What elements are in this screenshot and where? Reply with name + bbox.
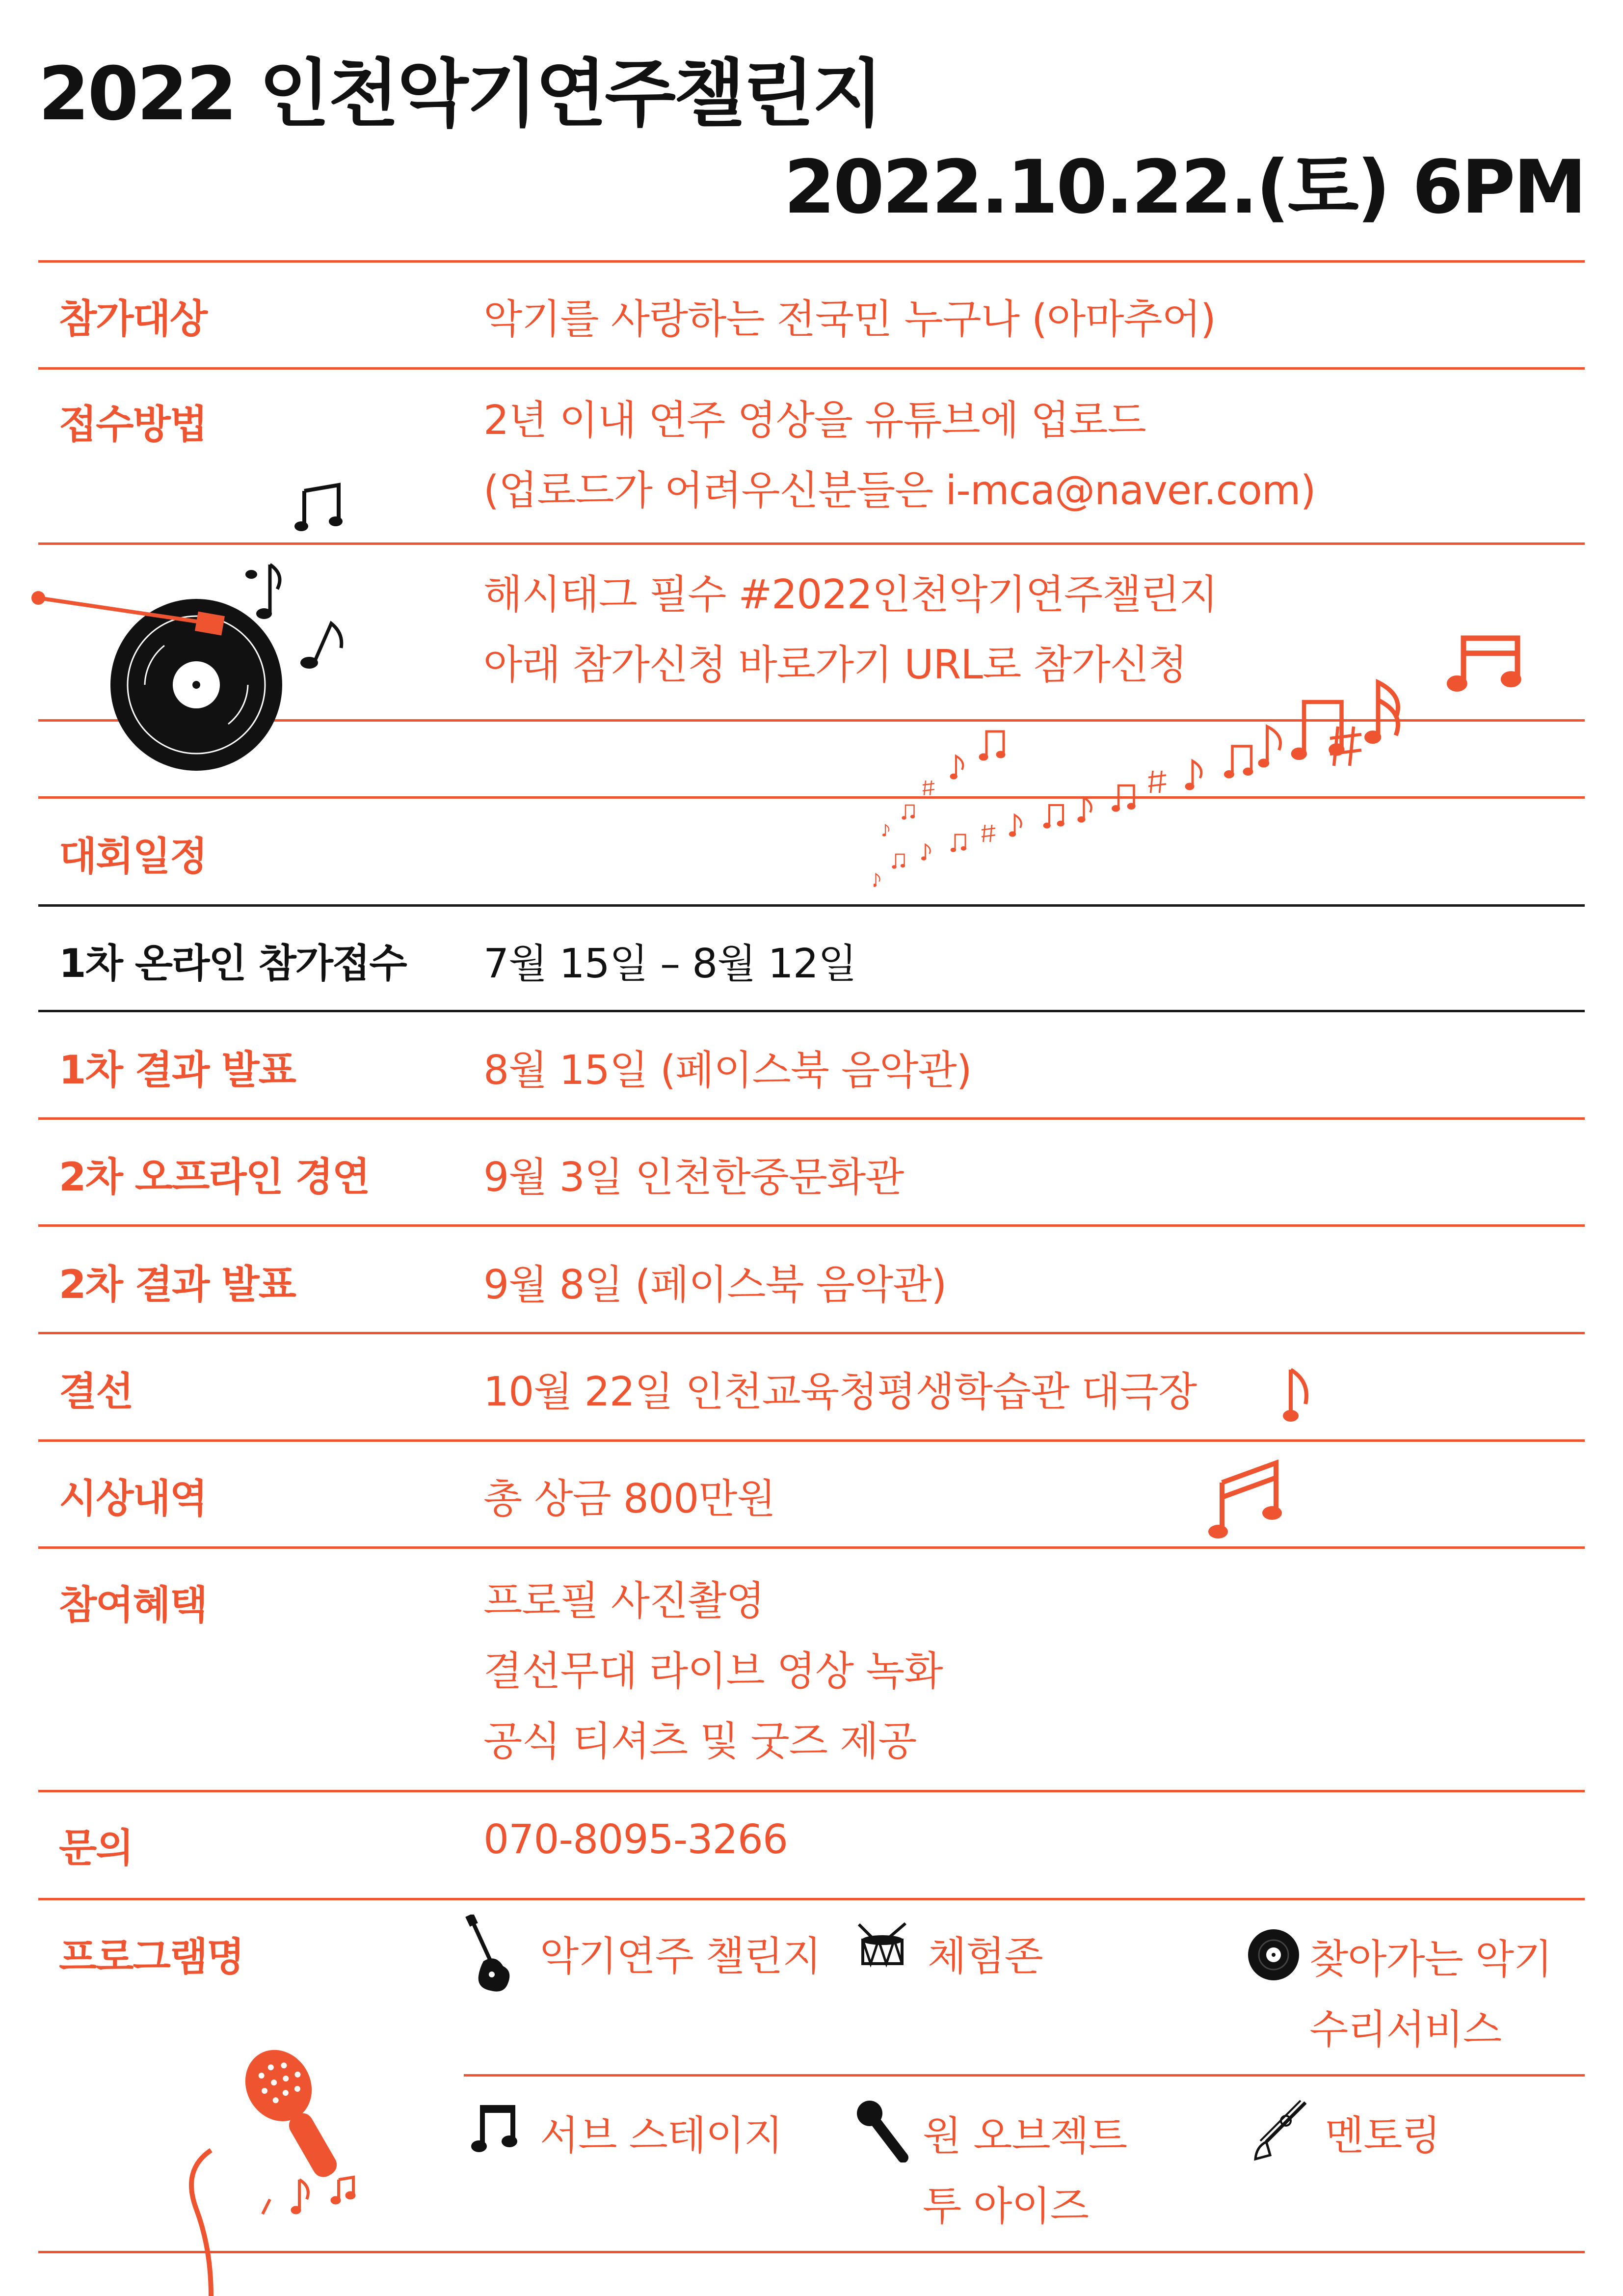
program-label-mentoring: 멘토링 xyxy=(1325,2112,1440,2159)
method-line-1: 2년 이내 연주 영상을 유튜브에 업로드 xyxy=(483,397,1146,444)
contact-value: 070-8095-3266 xyxy=(483,1816,788,1863)
divider xyxy=(38,1010,1585,1012)
method-line-2: (업로드가 어려우신분들은 i-mca@naver.com) xyxy=(483,467,1316,514)
benefit-label: 참여혜택 xyxy=(59,1582,207,1628)
result2-label: 2차 결과 발표 xyxy=(59,1262,295,1307)
round2-label: 2차 오프라인 경연 xyxy=(59,1154,370,1200)
benefit-value xyxy=(483,1566,943,1777)
program-label-experience: 체험존 xyxy=(928,1933,1043,1980)
hashtag-line-2: 아래 참가신청 바로가기 URL로 참가신청 xyxy=(483,642,1187,688)
microphone-illustration xyxy=(137,2037,393,2296)
divider xyxy=(38,1332,1585,1334)
divider xyxy=(464,2074,1585,2077)
one-object-line-2: 투 아이즈 xyxy=(923,2183,1089,2230)
prize-label: 시상내역 xyxy=(59,1476,207,1521)
divider xyxy=(38,367,1585,370)
music-note-icon xyxy=(1281,1365,1320,1429)
divider xyxy=(38,1224,1585,1227)
contact-label: 문의 xyxy=(59,1825,133,1871)
method-value xyxy=(483,385,1316,526)
program-label-one-object xyxy=(923,2101,1127,2242)
repair-line-2: 수리서비스 xyxy=(1309,2006,1502,2053)
schedule-label: 대회일정 xyxy=(59,834,207,879)
result2-value: 9월 8일 (페이스북 음악관) xyxy=(483,1262,947,1308)
microphone-icon xyxy=(854,2099,910,2162)
round1-value: 7월 15일 – 8월 12일 xyxy=(483,941,857,987)
round2-value: 9월 3일 인천한중문화관 xyxy=(483,1154,904,1201)
event-date: 2022.10.22.(토) 6PM xyxy=(784,145,1585,230)
target-value: 악기를 사랑하는 전국민 누구나 (아마추어) xyxy=(483,296,1216,343)
divider xyxy=(38,260,1585,263)
program-label-repair xyxy=(1309,1924,1552,2065)
method-label: 접수방법 xyxy=(59,402,207,447)
music-notes-stream-illustration xyxy=(874,628,1590,982)
divider xyxy=(38,1790,1585,1792)
drum-icon xyxy=(854,1919,910,1969)
benefit-line-2: 결선무대 라이브 영상 녹화 xyxy=(483,1648,943,1695)
program-label-substage: 서브 스테이지 xyxy=(540,2112,783,2159)
final-value: 10월 22일 인천교육청평생학습관 대극장 xyxy=(483,1369,1197,1415)
result1-label: 1차 결과 발표 xyxy=(59,1047,295,1093)
repair-line-1: 찾아가는 악기 xyxy=(1309,1936,1552,1983)
target-label: 참가대상 xyxy=(59,296,207,342)
divider xyxy=(38,1546,1585,1549)
poster-title: 2022 인천악기연주챌린지 xyxy=(38,52,881,137)
divider xyxy=(38,542,1585,545)
round1-label: 1차 온라인 참가접수 xyxy=(59,941,406,986)
record-icon xyxy=(1247,1928,1301,1982)
music-note-icon xyxy=(245,560,290,623)
benefit-line-1: 프로필 사진촬영 xyxy=(483,1578,765,1624)
trombone-icon xyxy=(1251,2099,1310,2162)
prize-value: 총 상금 800만원 xyxy=(483,1476,775,1522)
divider xyxy=(38,1117,1585,1120)
program-label: 프로그램명 xyxy=(59,1934,244,1980)
program-label-challenge: 악기연주 챌린지 xyxy=(540,1933,821,1980)
final-label: 결선 xyxy=(59,1369,133,1414)
divider xyxy=(38,1439,1585,1442)
divider xyxy=(38,1898,1585,1900)
music-note-icon xyxy=(294,619,348,673)
music-note-icon xyxy=(294,481,348,535)
guitar-icon xyxy=(461,1915,518,1993)
music-note-icon xyxy=(471,2101,520,2155)
music-note-icon xyxy=(1207,1453,1291,1541)
result1-value: 8월 15일 (페이스북 음악관) xyxy=(483,1047,972,1094)
hashtag-line-1: 해시태그 필수 #2022인천악기연주챌린지 xyxy=(483,571,1218,618)
benefit-line-3: 공식 티셔츠 및 굿즈 제공 xyxy=(483,1718,917,1765)
one-object-line-1: 원 오브젝트 xyxy=(923,2113,1127,2160)
